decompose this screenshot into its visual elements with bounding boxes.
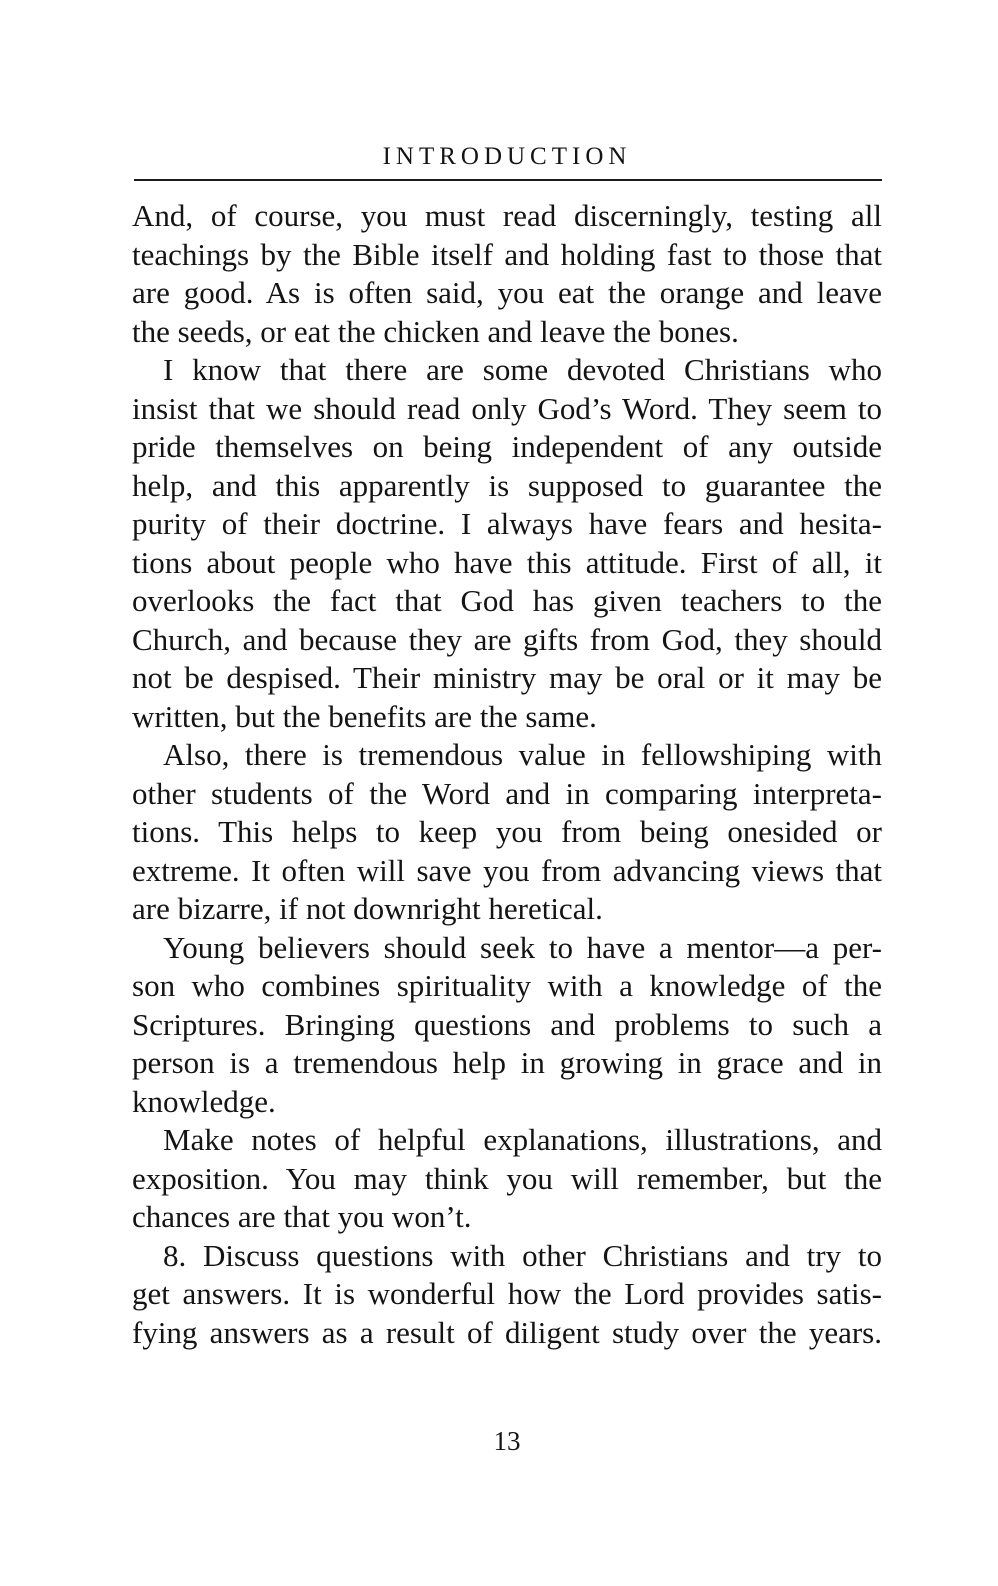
text-line: tions. This helps to keep you from being onesided or xyxy=(132,814,882,849)
text-line: Scriptures. Bringing questions and problems to such a xyxy=(132,1006,882,1042)
body-text xyxy=(132,197,882,1352)
text-line: Also, there is tremendous value in fellowshiping with xyxy=(163,737,882,772)
text-line: I know that there are some devoted Christians who xyxy=(163,352,882,387)
paragraph-6 xyxy=(132,1237,882,1353)
text-line: tions about people who have this attitude. First of all, it xyxy=(132,544,882,580)
text-line: And, of course, you must read discerningly, testing all xyxy=(132,198,882,233)
header-rule xyxy=(134,179,882,181)
text-line: exposition. You may think you will remember, but the xyxy=(132,1160,882,1196)
text-line: fying answers as a result of diligent study over the years. xyxy=(132,1314,882,1350)
text-line: other students of the Word and in comparing interpreta- xyxy=(132,775,882,811)
paragraph-1 xyxy=(132,197,882,351)
paragraph-5 xyxy=(132,1121,882,1237)
page-number: 13 xyxy=(493,1426,521,1456)
text-line: get answers. It is wonderful how the Lord provides satis- xyxy=(132,1276,882,1311)
text-line: chances are that you won’t. xyxy=(132,1199,472,1234)
paragraph-3 xyxy=(132,736,882,929)
text-line: knowledge. xyxy=(132,1083,276,1119)
paragraph-4 xyxy=(132,929,882,1122)
text-line: are bizarre, if not downright heretical. xyxy=(132,891,603,926)
text-line: Church, and because they are gifts from God, they should xyxy=(132,621,882,657)
text-line: not be despised. Their ministry may be oral or it may be xyxy=(132,660,882,695)
text-line: overlooks the fact that God has given teachers to the xyxy=(132,583,882,618)
text-line: help, and this apparently is supposed to guarantee the xyxy=(132,467,882,503)
text-line: are good. As is often said, you eat the orange and leave xyxy=(132,275,882,310)
text-line: extreme. It often will save you from advancing views that xyxy=(132,852,882,888)
text-line: purity of their doctrine. I always have fears and hesita- xyxy=(132,506,882,541)
text-line: 8. Discuss questions with other Christians and try to xyxy=(163,1237,882,1273)
text-line: teachings by the Bible itself and holding fast to those that xyxy=(132,236,882,272)
running-head: INTRODUCTION xyxy=(382,143,632,170)
text-line: person is a tremendous help in growing in grace and in xyxy=(132,1045,882,1080)
text-line: pride themselves on being independent of any outside xyxy=(132,429,882,464)
text-line: insist that we should read only God’s Word. They seem to xyxy=(132,390,882,426)
text-line: Young believers should seek to have a mentor—a per- xyxy=(163,929,882,965)
text-line: the seeds, or eat the chicken and leave the bones. xyxy=(132,313,739,349)
paragraph-2 xyxy=(132,351,882,736)
text-line: son who combines spirituality with a knowledge of the xyxy=(132,968,882,1003)
text-line: written, but the benefits are the same. xyxy=(132,698,597,734)
text-line: Make notes of helpful explanations, illustrations, and xyxy=(163,1122,882,1157)
